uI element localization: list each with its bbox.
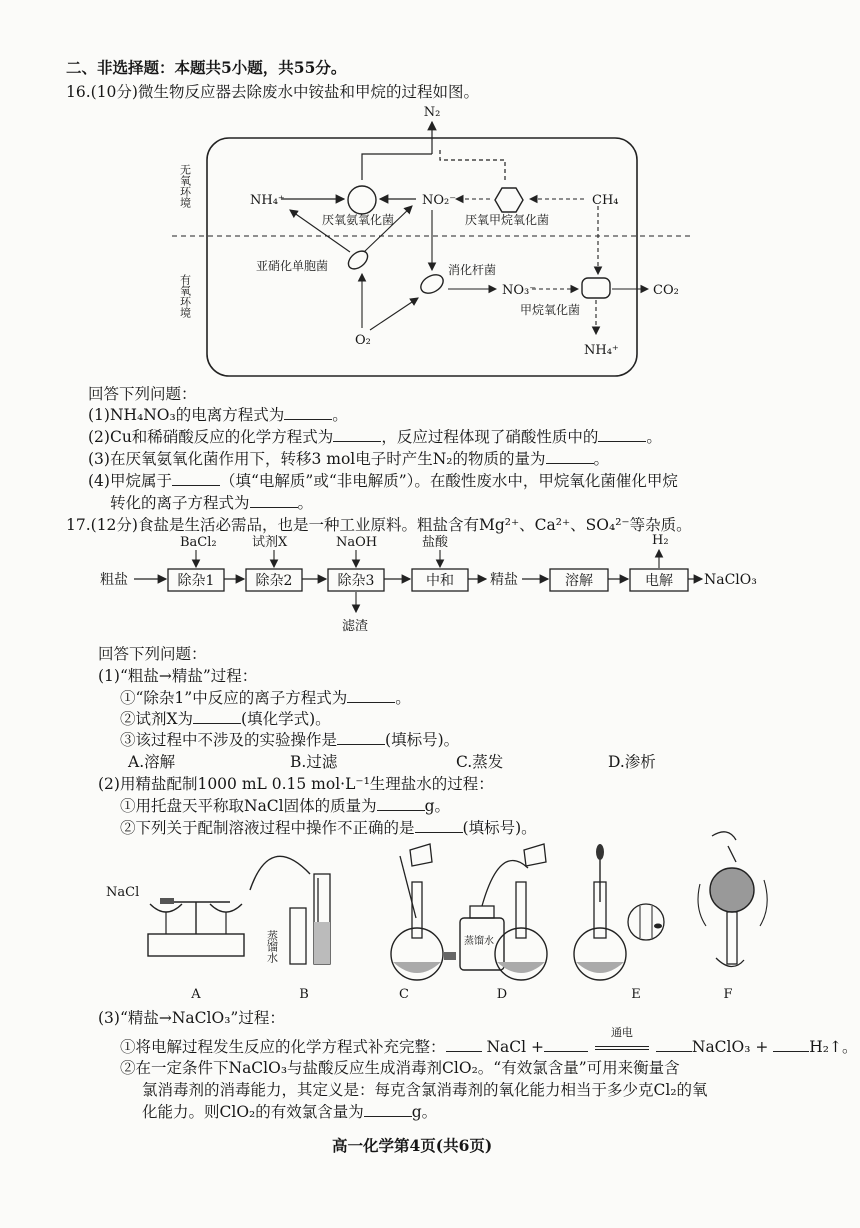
q16-stem: 16.(10分)微生物反应器去除废水中铵盐和甲烷的过程如图。 [66, 83, 479, 101]
q16-item-1: (1)NH₄NO₃的电离方程式为 。 [88, 406, 348, 424]
wash-bottle-flask-icon [444, 844, 547, 980]
option-c[interactable]: C.蒸发 [456, 753, 504, 771]
lab-apparatus-figure [100, 822, 780, 1004]
anaerobic-methane-cell [495, 188, 523, 212]
q17-p1-item-1: ①“除杂1”中反应的离子方程式为 。 [120, 689, 411, 707]
zone-oxic-label: 有氧环境 [178, 274, 192, 318]
invert-flask-icon [698, 832, 767, 967]
answer-blank[interactable] [347, 688, 395, 703]
water-label: 蒸馏水 [265, 930, 279, 963]
zone-anoxic-label: 无氧环境 [178, 164, 192, 208]
nitrosomonas-label: 亚硝化单胞菌 [256, 259, 329, 273]
ch4-label: CH₄ [592, 193, 619, 208]
q17-p3-item-2: ②在一定条件下NaClO₃与盐酸反应生成消毒剂ClO₂。“有效氯含量”可用来衡量含 [120, 1059, 680, 1077]
flow-residue: 滤渣 [342, 619, 369, 634]
q17-p1-item-2: ②试剂X为 (填化学式)。 [120, 710, 331, 728]
answer-blank[interactable] [773, 1037, 809, 1052]
flow-step-4: 中和 [426, 573, 454, 589]
q17-p3-title: (3)“精盐→NaClO₃”过程： [98, 1009, 285, 1027]
answer-blank[interactable] [446, 1037, 482, 1052]
water-bottle-label: 蒸馏水 [464, 936, 494, 947]
reactor-outline [207, 138, 637, 376]
flow-dissolve: 溶解 [565, 573, 593, 589]
answer-blank[interactable] [656, 1037, 692, 1052]
q17-p3-item-2-end: 化能力。则ClO₂的有效氯含量为 g。 [142, 1103, 438, 1121]
nitrobacter-label: 消化杆菌 [448, 263, 497, 277]
answer-blank[interactable] [546, 449, 594, 464]
answer-blank[interactable] [337, 730, 385, 745]
fig-label-f: F [723, 987, 733, 1002]
reagent-3: NaOH [336, 535, 378, 550]
q17-p1-title: (1)“粗盐→精盐”过程： [98, 667, 258, 685]
page-footer: 高一化学第4页(共6页) [332, 1136, 493, 1155]
o2-label: O₂ [355, 333, 371, 348]
option-b[interactable]: B.过滤 [290, 753, 338, 771]
no3-label: NO₃⁻ [502, 283, 537, 298]
answer-blank[interactable] [250, 493, 298, 508]
methane-ox-label: 甲烷氧化菌 [520, 303, 581, 317]
q17-answer-prompt: 回答下列问题： [98, 645, 207, 663]
q16-item-4-cont: 转化的离子方程式为 。 [110, 494, 314, 512]
reagent-4: 盐酸 [422, 535, 449, 550]
q17-p2-item-1: ①用托盘天平称取NaCl固体的质量为 g。 [120, 797, 451, 815]
q17-p2-title: (2)用精盐配制1000 mL 0.15 mol·L⁻¹生理盐水的过程： [98, 775, 494, 793]
anammox-cell [348, 186, 376, 214]
co2-label: CO₂ [653, 283, 679, 298]
flow-step-1: 除杂1 [177, 573, 215, 589]
flow-end: NaClO₃ [704, 572, 757, 588]
q17-p3-item-1: ①将电解过程发生反应的化学方程式补充完整： NaCl + 通电 NaClO₃ + H₂↑。 [120, 1026, 858, 1056]
answer-blank[interactable] [284, 405, 332, 420]
reagent-1: BaCl₂ [180, 535, 217, 550]
q17-stem: 17.(12分)食盐是生活必需品，也是一种工业原料。粗盐含有Mg²⁺、Ca²⁺、SO₄²⁻等杂质。 [66, 516, 692, 534]
option-a[interactable]: A.溶解 [128, 753, 176, 771]
graduated-cylinder-icon [266, 874, 331, 964]
flow-step-2: 除杂2 [255, 573, 293, 589]
volumetric-flask-funnel-icon [391, 844, 443, 980]
anammox-label: 厌氧氨氧化菌 [322, 213, 395, 227]
answer-blank[interactable] [377, 796, 425, 811]
fig-label-b: B [299, 987, 309, 1002]
reagent-2: 试剂X [252, 535, 288, 550]
flow-h2: H₂ [652, 533, 669, 548]
answer-blank[interactable] [544, 1037, 588, 1052]
q16-item-3: (3)在厌氧氨氧化菌作用下，转移3 mol电子时产生N₂的物质的量为 。 [88, 450, 610, 468]
nh4-left-label: NH₄⁺ [250, 193, 285, 208]
nitrobacter-cell [418, 271, 447, 297]
q16-item-4: (4)甲烷属于 （填“电解质”或“非电解质”）。在酸性废水中，甲烷氧化菌催化甲烷 [88, 472, 678, 490]
answer-blank[interactable] [598, 427, 646, 442]
q16-answer-prompt: 回答下列问题： [88, 385, 197, 403]
balance-icon [106, 856, 310, 956]
flow-electrolysis: 电解 [645, 573, 673, 589]
flow-step-3: 除杂3 [337, 573, 375, 589]
section-title: 二、非选择题：本题共5小题，共55分。 [66, 58, 347, 77]
answer-blank[interactable] [333, 427, 381, 442]
answer-blank[interactable] [172, 471, 220, 486]
methane-oxidizer-cell [582, 278, 610, 298]
fig-label-d: D [496, 987, 508, 1002]
answer-blank[interactable] [193, 709, 241, 724]
no2-label: NO₂⁻ [422, 193, 457, 208]
anaerobic-methane-label: 厌氧甲烷氧化菌 [465, 213, 550, 227]
q17-p3-item-2-cont: 氯消毒剂的消毒能力，其定义是：每克含氯消毒剂的氧化能力相当于多少克Cl₂的氧 [142, 1081, 708, 1099]
q16-reactor-diagram [150, 98, 710, 384]
flow-product: 精盐 [490, 572, 518, 588]
fig-label-e: E [631, 987, 641, 1002]
nh4-bottom-label: NH₄⁺ [584, 343, 619, 358]
fig-label-c: C [399, 987, 409, 1002]
nacl-label: NaCl [106, 885, 140, 900]
option-d[interactable]: D.渗析 [608, 753, 656, 771]
n2-top-label: N₂ [423, 105, 441, 120]
flow-start: 粗盐 [100, 572, 128, 588]
q16-item-2: (2)Cu和稀硝酸反应的化学方程式为 ，反应过程体现了硝酸性质中的 。 [88, 428, 662, 446]
q17-p1-item-3: ③该过程中不涉及的实验操作是 (填标号)。 [120, 731, 460, 749]
q17-p2-item-2: ②下列关于配制溶液过程中操作不正确的是 (填标号)。 [120, 819, 537, 837]
answer-blank[interactable] [364, 1102, 412, 1117]
q17-process-flow [90, 532, 790, 642]
dropper-flask-icon [574, 844, 664, 980]
fig-label-a: A [191, 987, 201, 1002]
